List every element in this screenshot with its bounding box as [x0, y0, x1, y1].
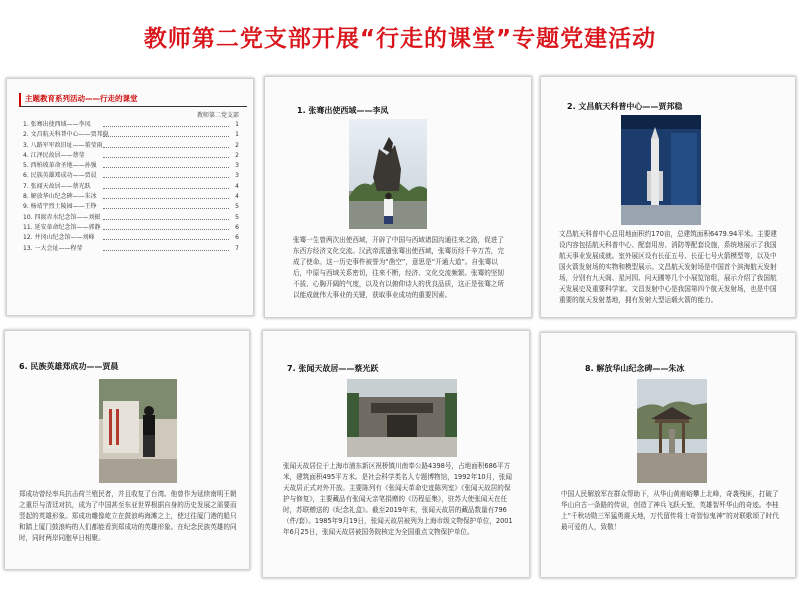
toc-item-page: 1: [235, 131, 239, 139]
toc-leader-dots: [103, 157, 229, 158]
toc-item-page: 2: [235, 141, 239, 149]
toc-leader-dots: [103, 177, 229, 178]
toc-leader-dots: [103, 188, 229, 189]
toc-item-label: 5. 西柏坡革命圣地——孙强: [23, 162, 97, 170]
toc-item: [23, 161, 239, 171]
toc-item: [23, 192, 239, 202]
document-page-toc: [6, 78, 254, 316]
toc-item-page: 7: [235, 244, 239, 252]
toc-subtitle: 教师第二党支部: [196, 112, 239, 119]
toc-item-label: 1. 张骞出使西域——李凤: [23, 121, 91, 128]
toc-leader-dots: [103, 147, 229, 148]
section-body: 郑成功曾经率兵抗击荷兰殖民者，并且收复了台湾。他曾作为延续南明王朝之重臣与清廷对抗，成为了中国甚至东亚世界根据自身的历史发展之需要而竖起的英雄形象。郑成功雕像屹立在鼓浪屿海滩之上，使过往厦门港的船只和踏上厦门鼓浪屿的人们都能看到郑成功的英雄形象。在纪念民族英雄的同时，同时两岸同胞早日相聚。: [19, 490, 237, 542]
toc-item: [23, 182, 239, 192]
toc-item: [23, 213, 239, 223]
toc-item-page: 3: [235, 172, 239, 180]
toc-item-page: 5: [235, 213, 239, 221]
toc-item: [23, 171, 239, 181]
toc-item: [23, 151, 239, 161]
toc-item: [23, 120, 239, 130]
toc-item-page: 2: [235, 151, 239, 159]
toc-item-label: 11. 延安革命纪念馆——郭静: [23, 223, 101, 231]
document-page-section-1: [264, 76, 532, 318]
section-body: 文昌航天科普中心总用地面积约170亩，总建筑面积6479.94平米。主要建设内容包括航天科普中心、配套用房、消防等配套设施，系统地展示了我国航天事业发展成就。室外展区设有长征五号、长征七号火箭模型等，以及中国火箭发射场的实物和模型展示。文昌航天发射场是中国首个滨海航天发射场，分别有九天阁、星河园、问天圃等几个小展览馆组，展示介绍了我国航天发展史及重要科学家。文昌发射中心是我国第四个航天发射场，也是中国重要的航天发射基地，拥有发射大型运载火箭的能力。: [559, 230, 777, 304]
toc-item-label: 10. 四渡赤水纪念馆——刘振: [23, 213, 101, 221]
toc-leader-dots: [103, 239, 229, 240]
toc-item-label: 3. 八路军军政旧址——董莹雨: [23, 141, 103, 149]
toc-item-page: 4: [235, 182, 239, 190]
photo-huashan-monument: [637, 379, 707, 483]
document-page-section-8: [540, 332, 796, 578]
toc-leader-dots: [103, 167, 229, 168]
toc-item-label: 4. 江泽民故居——蔡莹: [23, 151, 85, 159]
toc-item-label: 13. 一大会址——程莹: [23, 244, 83, 252]
section-heading: 2. 文昌航天科普中心——贾邦稳: [567, 102, 683, 111]
toc-item-label: 7. 张闻天故居——蔡光跃: [23, 182, 91, 190]
toc-leader-dots: [103, 198, 229, 199]
toc-list: [23, 120, 239, 254]
photo-zhangqian-statue: [349, 119, 427, 229]
toc-leader-dots: [103, 229, 229, 230]
section-heading: 1. 张骞出使西域——李凤: [297, 106, 389, 115]
section-body: 张闻天故居位于上海市浦东新区祝桥镇川南奉公路4398号，占地面积686平方米，建筑面积495平方米。是社会科学类名人专题博物馆，1992年10月，张闻天故居正式对外开放。主要陈列有《张闻天革命史迹陈列室》《张闻天故居的保护与修复》，主要藏品有张闻天亲笔捐赠的《历程征集》，驻苏大使张闻天在任时，苏联赠送的《纪念礼盒》。截至2019年末，张闻天故居的藏品数量有796（件/套）。1985年9月19日，张闻天故居被列为上海市级文物保护单位，2001年6月25日，张闻天故居被国务院核定为全国重点文物保护单位。: [283, 462, 513, 536]
toc-item-label: 2. 文昌航天科普中心——贾邦稳: [23, 131, 109, 139]
toc-leader-dots: [103, 208, 229, 209]
toc-leader-dots: [103, 136, 229, 137]
photo-aerospace-center: [621, 115, 701, 225]
section-body: 张骞一生曾两次出使西域，开辟了中国与西域诸国沟通往来之路，促进了东西方经济文化交流。汉武帝派遣张骞出使西域，张骞历经千辛万苦，完成了使命。这一历史事件被誉为“凿空”，意思是“开通大道”。自张骞以后，中原与西域关系密切，往来不断，经济、文化交流频繁。张骞的坚韧不拔、心胸开阔的气度，以及有以俯仰诗人的优良品质，这正是张骞之所以能成就伟大事业的关键，获取事业成功的重要因素。: [293, 236, 504, 299]
toc-title: 主题教育系列活动——行走的课堂: [19, 93, 247, 107]
toc-item: [23, 244, 239, 254]
section-heading: 6. 民族英雄郑成功——贾晨: [19, 362, 119, 371]
toc-item: [23, 141, 239, 151]
toc-leader-dots: [103, 126, 229, 127]
section-heading: 8. 解放华山纪念碑——朱冰: [585, 364, 685, 373]
page-title: 教师第二党支部开展“行走的课堂”专题党建活动: [143, 26, 657, 52]
toc-item-page: 6: [235, 234, 239, 242]
photo-zhengchenggong-monument: [99, 379, 177, 483]
document-page-section-2: [540, 76, 796, 318]
photo-zhangwentian-residence: [347, 379, 457, 457]
toc-item-page: 1: [235, 121, 239, 128]
toc-item: [23, 233, 239, 243]
toc-item: [23, 130, 239, 140]
toc-item-label: 8. 解放华山纪念碑——朱冰: [23, 193, 97, 201]
toc-item-label: 12. 井冈山纪念馆——刘峰: [23, 234, 95, 242]
toc-item-page: 5: [235, 203, 239, 211]
section-heading: 7. 张闻天故居——蔡光跃: [287, 364, 379, 373]
document-page-section-6: [4, 330, 250, 570]
toc-item: [23, 202, 239, 212]
toc-leader-dots: [103, 250, 229, 251]
section-body: 中国人民解放军在群众帮助下，从华山黄甫峪攀上北峰，奇袭残匪，打破了华山自古一条路的传说，创造了神兵飞跃天堑，英雄智歼华山的奇迹。李桂上“千秋功勋三军猛勇震天地，万代留传将士奇智惊鬼神”的对联歌颂了时代最可爱的人，致敬！: [561, 490, 779, 531]
toc-item-page: 6: [235, 223, 239, 231]
toc-item-page: 3: [235, 162, 239, 170]
document-page-section-7: [262, 330, 530, 578]
toc-item-page: 4: [235, 193, 239, 201]
toc-leader-dots: [103, 219, 229, 220]
toc-item: [23, 223, 239, 233]
toc-item-label: 6. 民族英雄郑成功——贾晨: [23, 172, 97, 180]
toc-item-label: 9. 杨靖宇烈士陵园——王铮: [23, 203, 97, 211]
